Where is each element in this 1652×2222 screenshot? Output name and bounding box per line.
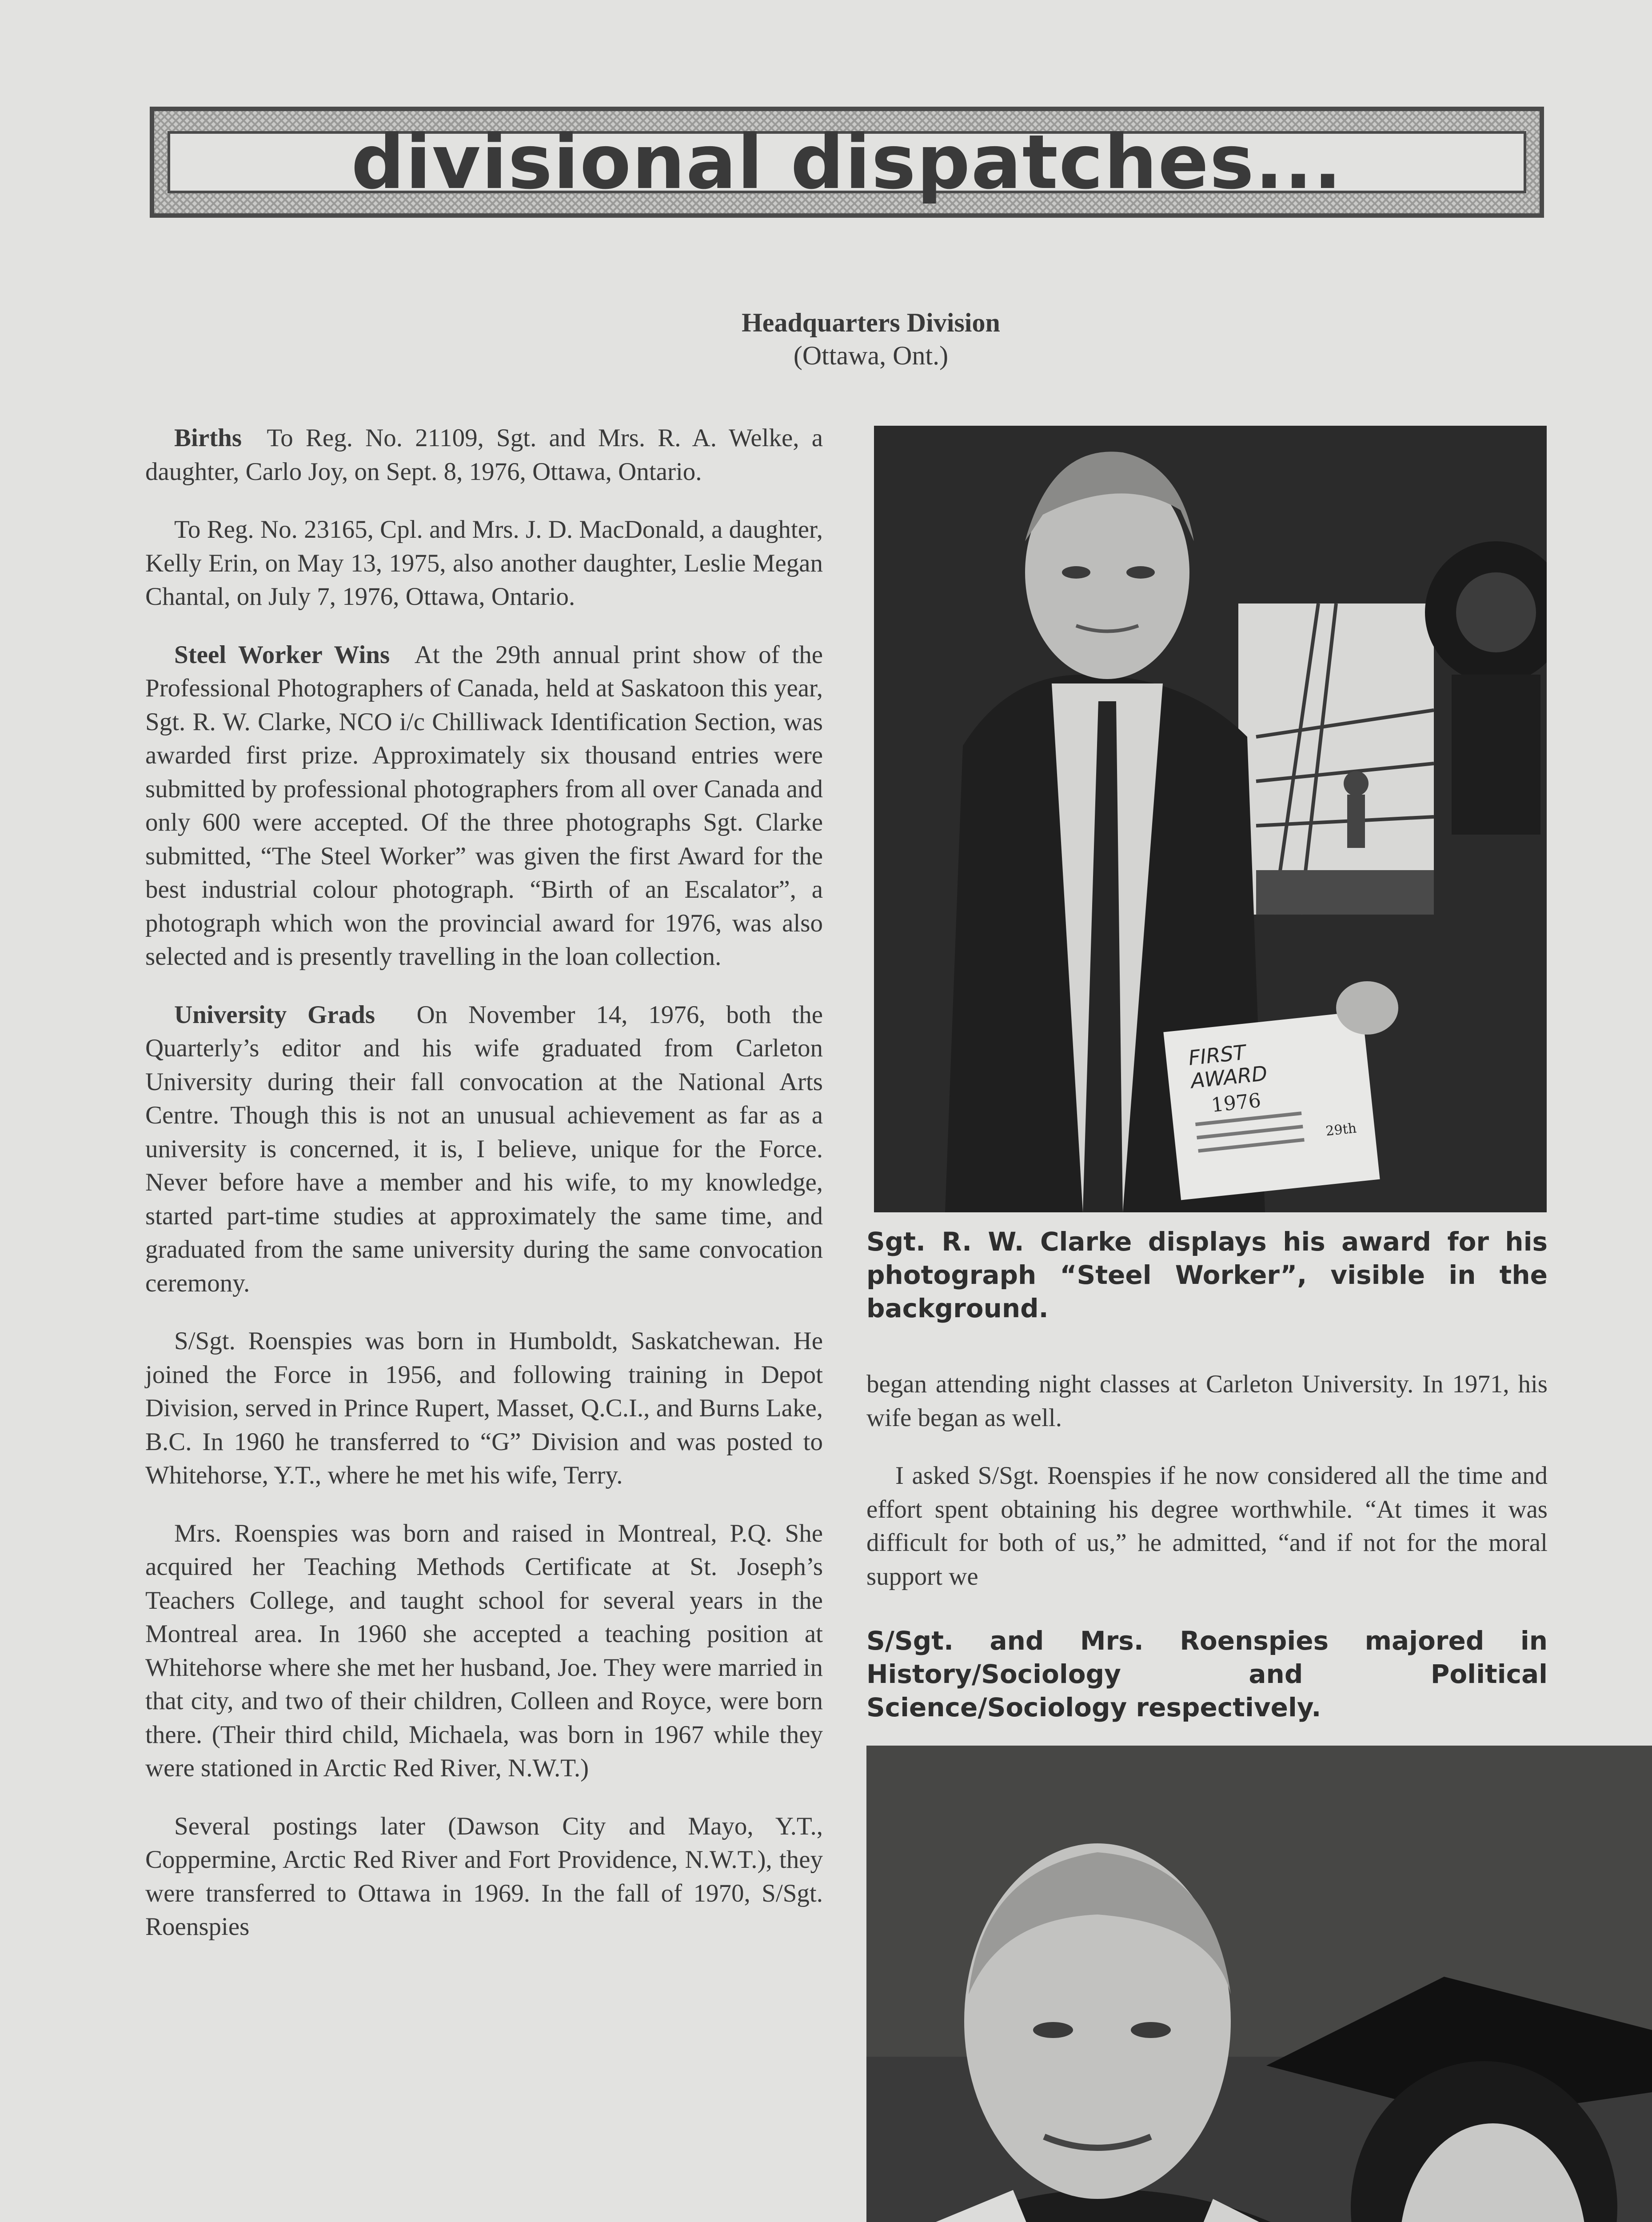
division-name: Headquarters Division	[742, 308, 1000, 337]
award-sign-line3: 1976	[1210, 1089, 1262, 1117]
section-banner	[150, 107, 1544, 218]
caption-clarke: Sgt. R. W. Clarke displays his award for his photograph “Steel Worker”, visible in the background.	[866, 1227, 1548, 1323]
banner-frame	[168, 119, 1526, 206]
paragraph-roenspies: S/Sgt. Roenspies was born in Humboldt, Saskatchewan. He joined the Force in 1956, and following training in Depot Division, served in Prince Rupert, Masset, Q.C.I., and Burns Lake, B.C. In 1960 he transferred to “G” Division and was posted to Whitehorse, Y.T., where he met his wife, Terry.	[145, 1327, 823, 1489]
steel-text: At the 29th annual print show of the Professional Photographers of Canada, held at Saskatoon this year, Sgt. R. W. Clarke, NCO i/c Chilliwack Identification Section, was awarded first prize. Approximately six thousand entries were submitted by professional photographers from all over Canada and only 600 were accepted. Of the three photographs Sgt. Clarke submitted, “The Steel Worker” was given the first Award for the best industrial colour photograph. “Birth of an Escalator”, a photograph which won the provincial award for 1976, was also selected and is presently travelling in the loan collection.	[145, 640, 823, 971]
paragraph-mrs-roenspies: Mrs. Roenspies was born and raised in Montreal, P.Q. She acquired her Teaching Methods Certificate at St. Joseph’s Teachers College, and taught school for several years in the Montreal area. In 1960 she accepted a teaching position at Whitehorse where she met her husband, Joe. They were married in that city, and two of their children, Colleen and Royce, were born there. (Their third child, Michaela, was born in 1967 while they were stationed in Arctic Red River, N.W.T.)	[145, 1519, 823, 1782]
paragraph-asked: I asked S/Sgt. Roenspies if he now considered all the time and effort spent obtaining his degree worthwhile. “At times it was difficult for both of us,” he admitted, “and if not for the moral support we	[866, 1462, 1548, 1591]
photo-clarke-image	[874, 426, 1547, 1212]
photo-clarke	[874, 426, 1547, 1212]
photo-roenspies	[866, 1746, 1652, 2222]
photo-roenspies-image	[866, 1746, 1652, 2222]
paragraph-steel-worker	[145, 638, 823, 974]
award-sign-small: 29th	[1325, 1120, 1357, 1139]
grads-text: On November 14, 1976, both the Quarterly’s editor and his wife graduated from Carleton University during their fall convocation at the National Arts Centre. Though this is not an unusual achievement as far as a university is concerned, it is, I believe, unique for the Force. Never before have a member and his wife, to my knowledge, started part-time studies at approximately the same time, and graduated from the same university during the same convocation ceremony.	[145, 1000, 823, 1297]
banner-title: divisional dispatches...	[351, 119, 1343, 206]
paragraph-births-2: To Reg. No. 23165, Cpl. and Mrs. J. D. MacDonald, a daughter, Kelly Erin, on May 13, 1975, also another daughter, Leslie Megan Chantal, on July 7, 1976, Ottawa, Ontario.	[145, 516, 823, 611]
left-column	[145, 421, 823, 1968]
caption-roenspies: S/Sgt. and Mrs. Roenspies majored in History/Sociology and Political Science/Sociology respectively.	[866, 1626, 1548, 1722]
award-sign-line1: FIRST	[1187, 1040, 1247, 1070]
paragraph-postings: Several postings later (Dawson City and Mayo, Y.T., Coppermine, Arctic Red River and Fort Providence, N.W.T.), they were transferred to Ottawa in 1969. In the fall of 1970, S/Sgt. Roenspies	[145, 1812, 823, 1941]
paragraph-grads	[145, 998, 823, 1300]
paragraph-births	[145, 421, 823, 488]
division-location: (Ottawa, Ont.)	[793, 341, 949, 370]
award-sign-line2: AWARD	[1189, 1061, 1269, 1093]
right-column-text	[866, 1367, 1548, 1618]
births-text: To Reg. No. 21109, Sgt. and Mrs. R. A. Welke, a daughter, Carlo Joy, on Sept. 8, 1976, Ottawa, Ontario.	[145, 424, 823, 486]
paragraph-continued: began attending night classes at Carleton University. In 1971, his wife began as well.	[866, 1370, 1548, 1432]
births-heading: Births	[174, 424, 242, 452]
steel-heading: Steel Worker Wins	[174, 640, 390, 669]
grads-heading: University Grads	[174, 1000, 375, 1029]
